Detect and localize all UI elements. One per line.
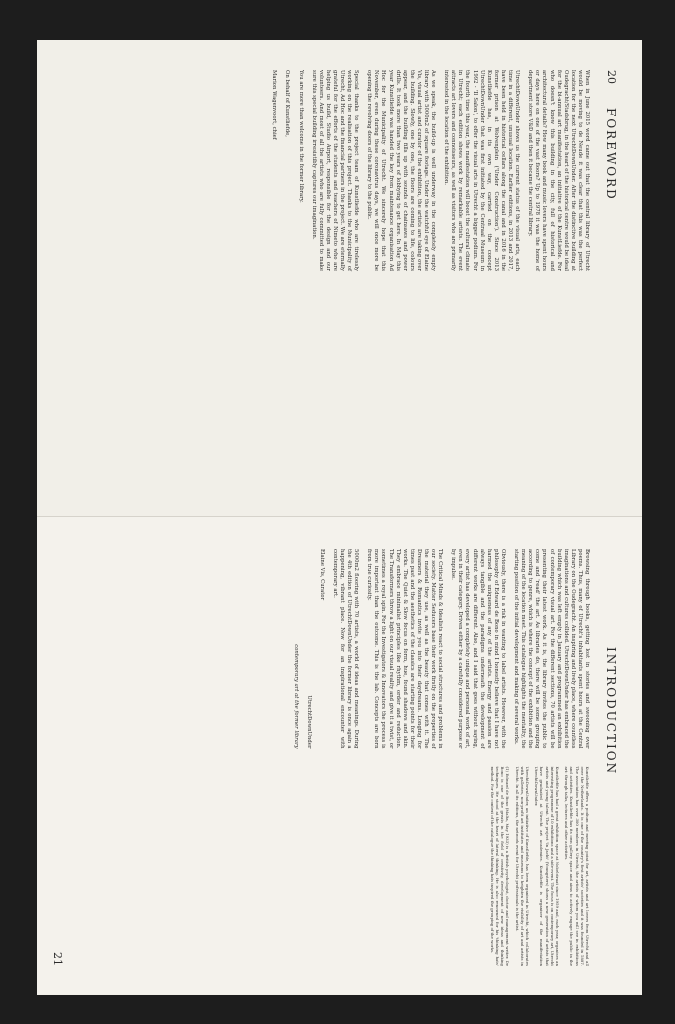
introduction-paragraph: Browsing through books, getting lost in stories and swooning over poems. Thus, many of Utrecht's inhabitants spent hours at the Central Library on the Oudegracht. An inspiring and lively place, where countless imaginations and cultures collided. UtrechtDownUnder has embraced the building which was left empty in January and programmed an exhibition of contemporary visual art. For the different sections, 70 artists will be presenting their latest work. As it is, the library invites the public to come and 'read' the art. As libraries do, there will be some grouping according to genre, which is where the concept of the exhibition and the meaning of the location meet. This catalogue highlights the mentality, the starting position of the initial development and making of several works. [513, 549, 590, 749]
note-paragraph: Kunstliefde offers a podium and meeting point for art, artists and art lovers from Utrecht and all over the Netherlands. It is one of the country's first artists' societies and it was founded in 1807. The association has over 300 members in Utrecht, the artists of whom you will see in exhibitions and activities. Kunstliefde has its own gallery space and aims to actively engage the public in the art: through talks, lectures and other activities. [564, 766, 590, 966]
introduction-column-1 [286, 549, 590, 749]
note-paragraph: Kunstliefde has had a great exhibition space at Nobelstraat since 1959 and, each year, organises an interesting programme of 10 exhibitions and a side-event. The focus is on contemporary art, Utrecht artists and young talent. The project 'In Jacht' (Youngsters) shows a new generation of artists that have graduated at Utrecht art academies. Kunstliefde is organiser of the manifestation UtrechtDownUnder. [534, 766, 560, 966]
note-paragraph: UtrechtDownUnder, an initiative of Kunstliefde, has been organised in Utrecht, which collaborates with galleries, non-profit art institutes and museums to heighten the visibility of art and artists in Utrecht. In all its editions, the network event for Utrecht professionals is the artist. [514, 766, 530, 966]
foreword-paragraph: You are more than welcome in the former library. [297, 70, 304, 203]
introduction-notes-column [286, 767, 590, 967]
introduction-heading: INTRODUCTION [604, 647, 618, 776]
page-number-right: 21 [51, 952, 64, 966]
book-spread [37, 40, 642, 995]
foreword-paragraph: Special thanks to the project team of Kunstliefde who are tirelessly working on the realisation of this project. Thanks to the Municipality of Utrecht, Ad Hoc and the financial partners in the project. We are eternally grateful for the efforts of the students and teachers of Nimeto who are helping us build, Studio Airport, responsible for the design and our volunteers. And most of all the artists who are fully committed to make sure this special building irresistibly captures our imagination. [310, 70, 360, 271]
page-left [37, 40, 642, 517]
event-signature: UtrechtDownUnder [305, 695, 312, 749]
page-right [37, 517, 642, 994]
foreword-signature: Marion Wagenvoort, chief [271, 70, 278, 140]
foreword-paragraph: As we speak, the build-up is well underway in the completely empty library with 5000m2 of square footage. Under the watchful eye of Elaine Vis, visual artist and curator of the exhibition, the artists are taking over the building. Slowly, one by one, the floors are coming to life, colours appear, and the building fills up with sounds of chainsaws and power drills. It took more than two years of lobbying to get here. In May this year Kunstliefde was handed the key from maintenance organisation Ad Hoc for the Municipality of Utrecht. We sincerely hope that this November, even during these coronavirus days, we will once more be opening the revolving doors of the library to the public. [366, 70, 437, 271]
curator-signature: Elaine Vis, Curator [318, 549, 325, 601]
introduction-paragraph: Obviously, there is a risk in wanting to label artists. However, with the philosophy of Edward de Bono in mind I honestly believe that I have not harmed the uniqueness of any of the artists. Energy and passion are always tangible and the paradigms underneath the development of different works are different. Also, and I said that goes without saying, every artist has developed a completely unique and personal work of art, even in their category. Driven either by a carefully considered purpose or by impulse. [450, 549, 506, 749]
page-number-left: 20 [605, 70, 618, 84]
foreword-column-2-empty [264, 289, 590, 490]
foreword-paragraph: When in June 2015 word came out that the central library of Utrecht would be moving to de Neude it was clear that this was the perfect location for the next UtrechtDownUnder. After the distinctive building at Oudegracht/Stadsbrug, in the heart of the historical centre would be ideal for the bi-annual art manifestation, an initiative of the KunstLiefde. For who doesn't know this building in the city, full of historical and architectural details? How many book and music lovers have spent hours or days here on one of the vast floors? Up to 1978 it was the home of department store V&D and then it became the central library. [527, 70, 590, 271]
footnote: (1) Edward de Bono (Malta, May 1933) is a British psychologist, doctor and management writer. De Bono is one of the greats in the field of creativity, development of new ideas and thinking techniques. He stood at the heart of lateral thinking. He is also renowned for his 'thinking hats' method. For the context of the catalogue the thinking hats inspired the grouping of the works. [489, 766, 511, 966]
introduction-paragraph: The Critical Minds & Idealists react to social structures and problems in our society. Matter Seducers base their work firstly on the properties of the material they use, as well as the beauty that comes with it. The Dreamers & Romantics invite you into their daydreams. Longing for times past and the aesthetics of the classics are starting points for their works. The Quiet & Slow focus on form, hue, found shadows and skin. They embrace minimalist principles like rhythm, order and reduction. The Transformers throw a light on our visual reality and give it a twist, or sometimes a royal spin. For the Investigators & Innovators the process is more important than the outcome. This is the lab. Concepts are born from true curiosity. [366, 549, 444, 749]
foreword-paragraph: UtrechtDownUnder shows us the current status of the visual arts, each time in a different, unusual location. Earlier editions, in 2013 and 2017, have been held in historical cellars along the canal and in 2016 in the former prison at Wolvenplein ('Under Construction'). Since 2013 Kunstliefde has, in its own way, carried on the concept UtrechtDownUnder that was first initiated by the Centraal Museum in 1992 - 'Il Salon', to offer the visual arts in Utrecht a bigger podium. For the fourth time this year, the manifestation will boost the cultural climate in Utrecht; each edition shows work by remarkable artists. The event attracts art lovers and connoisseurs, as well as visitors who are primarily interested in the location of the exhibition. [443, 70, 521, 271]
foreword-paragraph: On behalf of Kunstliefde, [284, 70, 291, 137]
foreword-column-1 [264, 70, 590, 271]
foreword-heading: FOREWORD [604, 108, 618, 201]
introduction-paragraph: 5000m2 flooring with 70 artists, a world of ideas and meanings. During the 4th edition of UtrechtDownUnder the former library is once again a happening, vibrant place. Now for an inspirational encounter with contemporary art. [331, 549, 360, 749]
foreword-columns [264, 70, 590, 490]
rotated-spread-content [37, 40, 642, 995]
event-signature-sub: contemporary art at the former library [292, 644, 299, 749]
introduction-columns [286, 549, 590, 966]
